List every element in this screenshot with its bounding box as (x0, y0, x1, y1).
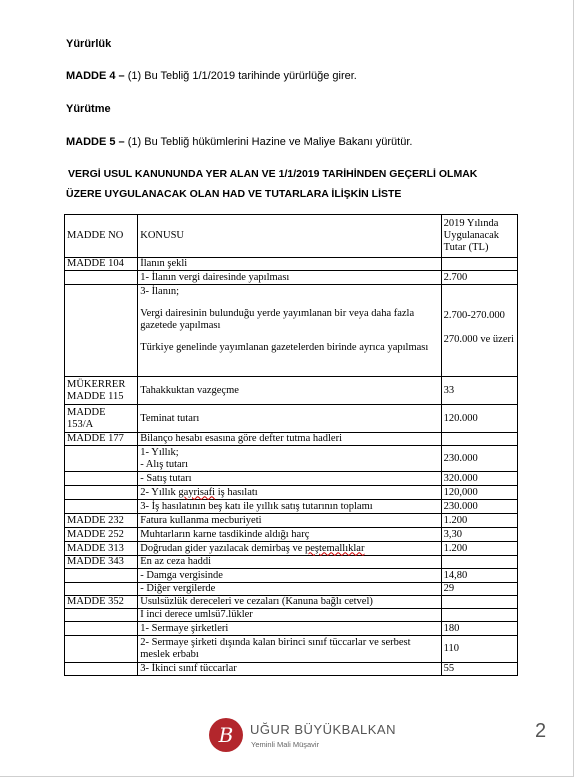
cell-tutar: 320.000 (441, 472, 517, 486)
cell-tutar (441, 596, 517, 609)
cell-konu (138, 486, 441, 500)
cell-tutar: 180 (441, 622, 517, 636)
table-row (65, 663, 518, 676)
cell-konu: Bilanço hesabı esasına göre defter tutma hadleri (138, 433, 441, 446)
table-row (65, 514, 518, 528)
table-row (65, 636, 518, 663)
table-row (65, 622, 518, 636)
cell-konu-l1: 1- Yıllık; (140, 446, 179, 458)
cell-tutar: 120,000 (441, 486, 517, 500)
cell-konu-b: Vergi dairesinin bulunduğu yerde yayımlanan bir veya daha fazla gazetede yapılması (140, 308, 415, 331)
cell-konu: - Damga vergisinde (138, 569, 441, 583)
table-row (65, 285, 518, 377)
yurutme-heading: Yürütme (66, 103, 111, 115)
cell-konu-pre: 2- Yıllık (140, 486, 179, 498)
footer-subtitle: Yeminli Mali Müşavir (251, 740, 320, 749)
table-row (65, 542, 518, 556)
limits-table (64, 214, 518, 676)
cell-konu (138, 285, 441, 377)
cell-madde-l2: MADDE 115 (67, 390, 124, 402)
cell-konu: 2- Sermaye şirketi dışında kalan birinci sınıf tüccarlar ve serbest meslek erbabı (138, 636, 441, 663)
cell-konu: - Diğer vergilerde (138, 583, 441, 596)
table-row (65, 377, 518, 405)
table-row (65, 583, 518, 596)
cell-madde (65, 663, 138, 676)
cell-madde (65, 377, 138, 405)
cell-tutar: 29 (441, 583, 517, 596)
cell-konu-a: 3- İlanın; (140, 286, 180, 297)
list-title (66, 164, 477, 204)
cell-madde: MADDE 313 (65, 542, 138, 556)
cell-konu: - Satış tutarı (138, 472, 441, 486)
header-tutar (441, 215, 517, 258)
table-row (65, 258, 518, 271)
cell-madde: MADDE 352 (65, 596, 138, 609)
cell-madde (65, 500, 138, 514)
footer-name: UĞUR BÜYÜKBALKAN (250, 722, 396, 737)
madde5-text: (1) Bu Tebliğ hükümlerini Hazine ve Maliye Bakanı yürütür. (124, 136, 413, 148)
table-row (65, 609, 518, 622)
cell-tutar (441, 609, 517, 622)
cell-madde: MADDE 252 (65, 528, 138, 542)
cell-madde-l1: MADDE (67, 406, 106, 418)
cell-madde (65, 271, 138, 285)
cell-konu-misspelled: peştemallıklar (304, 542, 365, 554)
madde4-label: MADDE 4 – (66, 70, 125, 82)
cell-konu: 1- Sermaye şirketleri (138, 622, 441, 636)
cell-tutar (441, 556, 517, 569)
yururluk-heading: Yürürlük (66, 38, 112, 50)
cell-tutar: 55 (441, 663, 517, 676)
table-row (65, 472, 518, 486)
cell-konu: 1- İlanın vergi dairesinde yapılması (138, 271, 441, 285)
table-row (65, 271, 518, 285)
table-row (65, 556, 518, 569)
cell-konu-post: iş hasılatı (215, 486, 258, 498)
cell-tutar: 120.000 (441, 405, 517, 433)
madde5-label: MADDE 5 – (66, 136, 125, 148)
table-row (65, 596, 518, 609)
cell-tutar (441, 433, 517, 446)
cell-madde (65, 569, 138, 583)
cell-madde (65, 622, 138, 636)
cell-konu-c: Türkiye genelinde yayımlanan gazetelerden birinde ayrıca yapılması (140, 342, 429, 353)
cell-konu-pre: Doğrudan gider yazılacak demirbaş ve (140, 542, 305, 554)
cell-konu-l2: - Alış tutarı (140, 458, 189, 470)
cell-konu: Teminat tutarı (138, 405, 441, 433)
cell-konu: I inci derece umlsü7.lükler (138, 609, 441, 622)
cell-tutar: 14,80 (441, 569, 517, 583)
table-row (65, 446, 518, 472)
cell-tutar: 33 (441, 377, 517, 405)
table-row (65, 405, 518, 433)
logo-icon: B (209, 718, 243, 752)
cell-tutar: 1.200 (441, 514, 517, 528)
cell-madde (65, 609, 138, 622)
cell-madde: MADDE 104 (65, 258, 138, 271)
cell-konu: Tahakkuktan vazgeçme (138, 377, 441, 405)
cell-tutar-b: 2.700-270.000 (443, 310, 505, 321)
cell-tutar: 110 (441, 636, 517, 663)
cell-konu: 3- İkinci sınıf tüccarlar (138, 663, 441, 676)
table-row (65, 500, 518, 514)
cell-madde (65, 446, 138, 472)
page-number: 2 (535, 720, 547, 742)
cell-tutar: 3,30 (441, 528, 517, 542)
cell-tutar-c: 270.000 ve üzeri (443, 334, 514, 345)
cell-konu: Usulsüzlük dereceleri ve cezaları (Kanuna bağlı cetvel) (138, 596, 441, 609)
table-row (65, 569, 518, 583)
cell-konu: Fatura kullanma mecburiyeti (138, 514, 441, 528)
cell-tutar (441, 285, 517, 377)
header-madde: MADDE NO (65, 215, 138, 258)
madde4-text: (1) Bu Tebliğ 1/1/2019 tarihinde yürürlüğe girer. (124, 70, 357, 82)
table-row (65, 528, 518, 542)
cell-madde-l2: 153/A (67, 418, 94, 430)
header-tutar-line2: Uygulanacak (443, 230, 500, 241)
cell-tutar: 1.200 (441, 542, 517, 556)
cell-madde (65, 583, 138, 596)
cell-madde-l1: MÜKERRER (67, 378, 126, 390)
cell-madde (65, 472, 138, 486)
cell-konu (138, 542, 441, 556)
cell-tutar (441, 258, 517, 271)
cell-tutar: 2.700 (441, 271, 517, 285)
cell-madde: MADDE 343 (65, 556, 138, 569)
cell-tutar: 230.000 (441, 446, 517, 472)
cell-konu: En az ceza haddi (138, 556, 441, 569)
table-row (65, 433, 518, 446)
cell-madde (65, 486, 138, 500)
header-tutar-line3: Tutar (TL) (443, 242, 489, 253)
cell-madde (65, 285, 138, 377)
cell-madde (65, 636, 138, 663)
list-title-line2: ÜZERE UYGULANACAK OLAN HAD VE TUTARLARA İLİŞKİN LİSTE (66, 188, 402, 200)
cell-madde (65, 405, 138, 433)
madde5-paragraph (66, 136, 412, 148)
header-konu: KONUSU (138, 215, 441, 258)
cell-konu: İlanın şekli (138, 258, 441, 271)
cell-konu: Muhtarların karne tasdikinde aldığı harç (138, 528, 441, 542)
table-header-row (65, 215, 518, 258)
cell-konu (138, 446, 441, 472)
cell-konu-misspelled: gayrisafi (178, 486, 216, 498)
cell-madde: MADDE 177 (65, 433, 138, 446)
cell-tutar: 230.000 (441, 500, 517, 514)
list-title-line1: VERGİ USUL KANUNUNDA YER ALAN VE 1/1/2019 TARİHİNDEN GEÇERLİ OLMAK (68, 168, 478, 180)
cell-madde: MADDE 232 (65, 514, 138, 528)
table-row (65, 486, 518, 500)
cell-konu: 3- İş hasılatının beş katı ile yıllık satış tutarının toplamı (138, 500, 441, 514)
madde4-paragraph (66, 70, 357, 82)
header-tutar-line1: 2019 Yılında (443, 218, 499, 229)
